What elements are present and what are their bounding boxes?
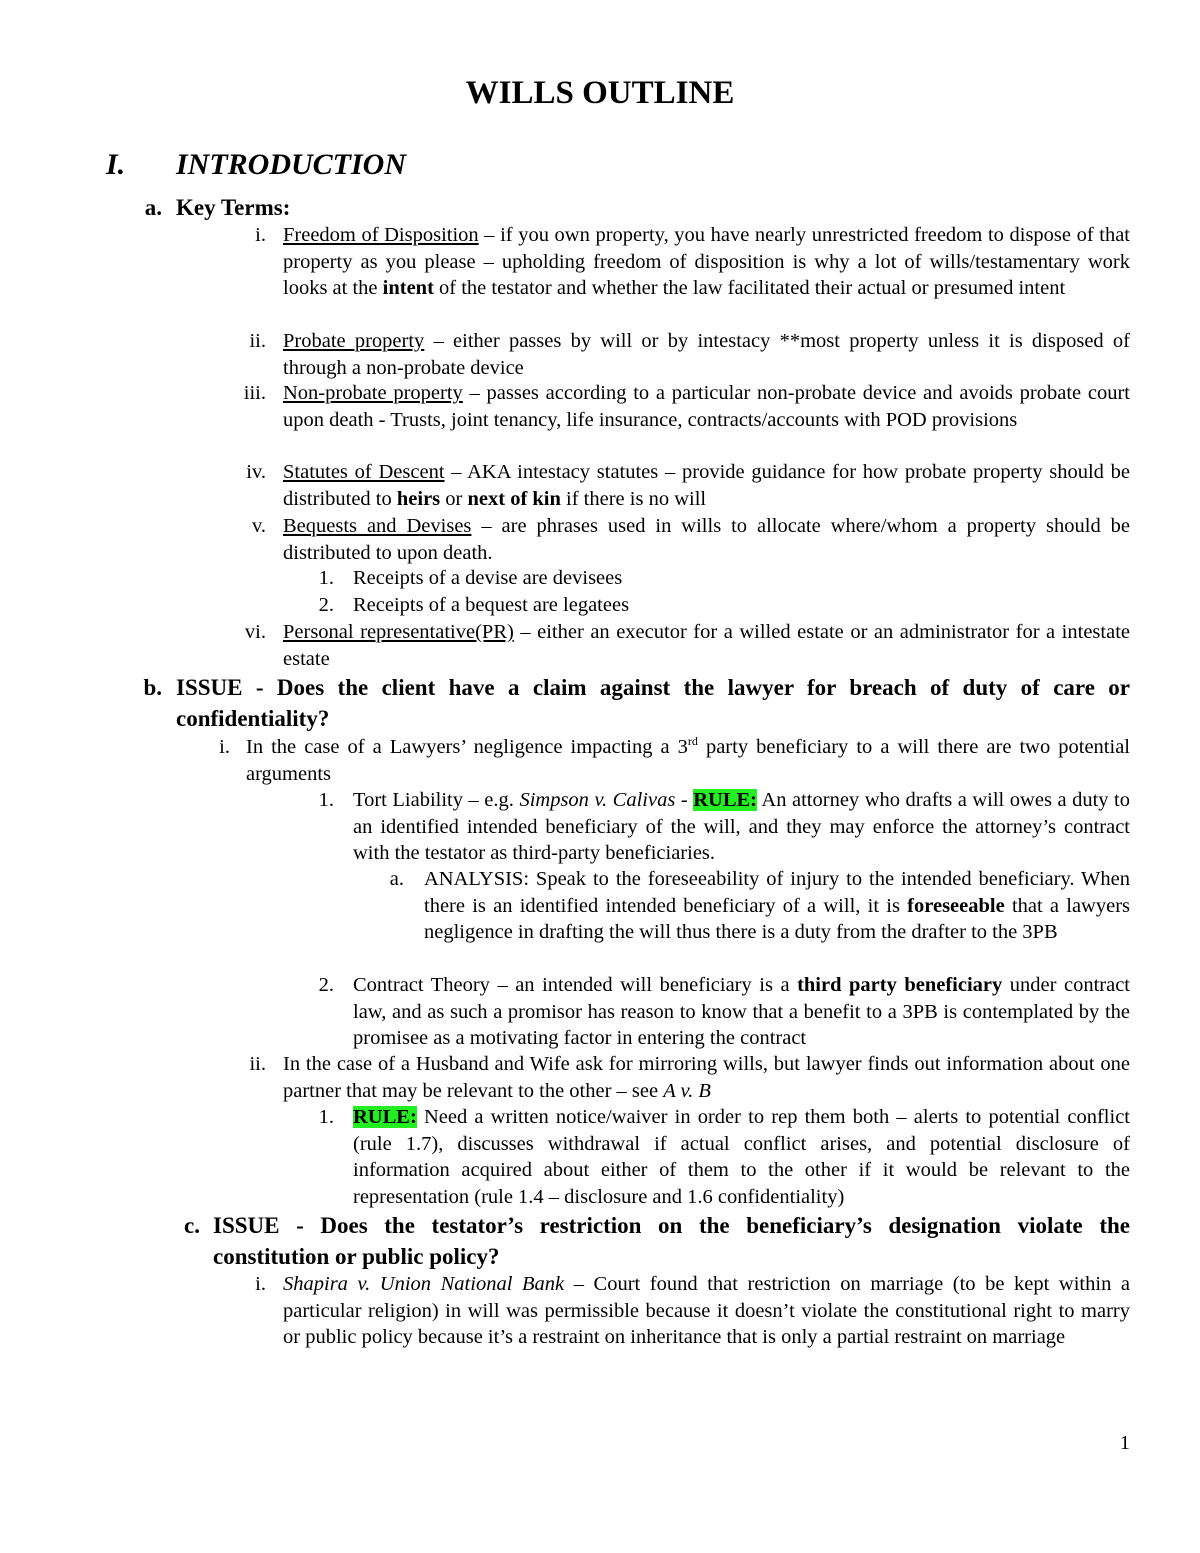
page-number: 1 — [1119, 1432, 1130, 1454]
list-marker-a: a. — [144, 195, 162, 220]
list-marker: ii. — [249, 1053, 266, 1075]
section-label: INTRODUCTION — [176, 148, 407, 181]
term: Bequests and Devises — [283, 515, 472, 537]
list-item-bequests-and-devises: Bequests and Devises – are phrases used in wills to allocate where/whom a property should be distributed to upon death. — [283, 515, 1130, 564]
list-marker: 1. — [318, 567, 334, 589]
term: Non-probate property — [283, 382, 463, 404]
list-marker-b: b. — [143, 675, 162, 700]
list-item-tort-liability: Tort Liability – e.g. Simpson v. Calivas - RULE: An attorney who drafts a will owes a duty to an identified intended beneficiary of the will, and they may enforce the attorney’s contract with the testator as third-party beneficiaries. — [353, 789, 1130, 864]
list-marker: i. — [219, 736, 230, 758]
term: Statutes of Descent — [283, 461, 445, 483]
term: Personal representative(PR) — [283, 621, 514, 643]
list-marker: 2. — [318, 974, 334, 996]
list-marker: a. — [389, 868, 404, 890]
list-item-non-probate-property: Non-probate property – passes according to a particular non-probate device and avoids probate court upon death - Trusts, joint tenancy, life insurance, contracts/accounts with POD provisions — [283, 382, 1130, 431]
list-item-lawyer-negligence: In the case of a Lawyers’ negligence impacting a 3rd party beneficiary to a will there are two potential arguments — [246, 734, 1130, 785]
list-marker: i. — [255, 1273, 266, 1295]
list-marker: i. — [255, 224, 266, 246]
list-item-freedom-of-disposition: Freedom of Disposition – if you own property, you have nearly unrestricted freedom to dispose of that property as you please – upholding freedom of disposition is why a lot of wills/testamentary work looks at the intent of the testator and whether the law facilitated their actual or presumed intent — [283, 224, 1130, 299]
list-item-devisees: Receipts of a devise are devisees — [353, 567, 623, 589]
case-name: Shapira v. Union National Bank — [283, 1273, 565, 1295]
issue-heading-b: ISSUE - Does the client have a claim against the lawyer for breach of duty of care or confidentiality? — [176, 675, 1130, 731]
list-item-personal-representative: Personal representative(PR) – either an executor for a willed estate or an administrator for a intestate estate — [283, 621, 1130, 670]
list-marker: iv. — [246, 461, 266, 483]
list-marker: ii. — [249, 330, 266, 352]
list-marker: vi. — [244, 621, 266, 643]
subheading-key-terms: Key Terms: — [176, 195, 291, 220]
term: Freedom of Disposition — [283, 224, 479, 246]
rule-highlight: RULE: — [693, 789, 758, 811]
list-marker: 2. — [318, 594, 334, 616]
list-marker: v. — [251, 515, 266, 537]
list-marker: 1. — [318, 789, 334, 811]
list-item-statutes-of-descent: Statutes of Descent – AKA intestacy statutes – provide guidance for how probate property should be distributed to heirs or next of kin if there is no will — [283, 461, 1131, 510]
list-marker: 1. — [318, 1106, 334, 1128]
list-item-legatees: Receipts of a bequest are legatees — [353, 594, 630, 616]
section-number: I. — [106, 148, 126, 181]
document-title: WILLS OUTLINE — [465, 75, 735, 111]
term: Probate property — [283, 330, 425, 352]
rule-highlight: RULE: — [353, 1106, 417, 1128]
list-item-mirroring-wills: In the case of a Husband and Wife ask for mirroring wills, but lawyer finds out information about one partner that may be relevant to the other – see A v. B — [283, 1053, 1130, 1102]
list-marker-c: c. — [184, 1213, 200, 1238]
list-marker: iii. — [243, 382, 266, 404]
list-item-contract-theory: Contract Theory – an intended will beneficiary is a third party beneficiary under contract law, and as such a promisor has reason to know that a benefit to a 3PB is contemplated by the promisee as a motivating factor in entering the contract — [353, 974, 1130, 1049]
case-name: A v. B — [663, 1079, 711, 1102]
list-item-analysis: ANALYSIS: Speak to the foreseeability of injury to the intended beneficiary. When there is an identified intended beneficiary of a will, it is foreseeable that a lawyers negligence in drafting the will thus there is a duty from the drafter to the 3PB — [424, 868, 1130, 943]
section-heading — [106, 146, 1006, 184]
issue-heading-c: ISSUE - Does the testator’s restriction on the beneficiary’s designation violate the constitution or public policy? — [213, 1213, 1130, 1269]
list-item-shapira: Shapira v. Union National Bank – Court found that restriction on marriage (to be kept within a particular religion) in will was permissible because it doesn’t violate the constitutional right to marry or public policy because it’s a restraint on inheritance that is only a partial restraint on marriage — [283, 1273, 1130, 1348]
case-name: Simpson v. Calivas — [519, 789, 676, 811]
list-item-written-waiver: RULE: Need a written notice/waiver in order to rep them both – alerts to potential conflict (rule 1.7), discusses withdrawal if actual conflict arises, and potential disclosure of information acquired about either of them to the other if it would be relevant to the representation (rule 1.4 – disclosure and 1.6 confidentiality) — [353, 1106, 1130, 1208]
list-item-probate-property: Probate property – either passes by will or by intestacy **most property unless it is disposed of through a non-probate device — [283, 330, 1130, 379]
